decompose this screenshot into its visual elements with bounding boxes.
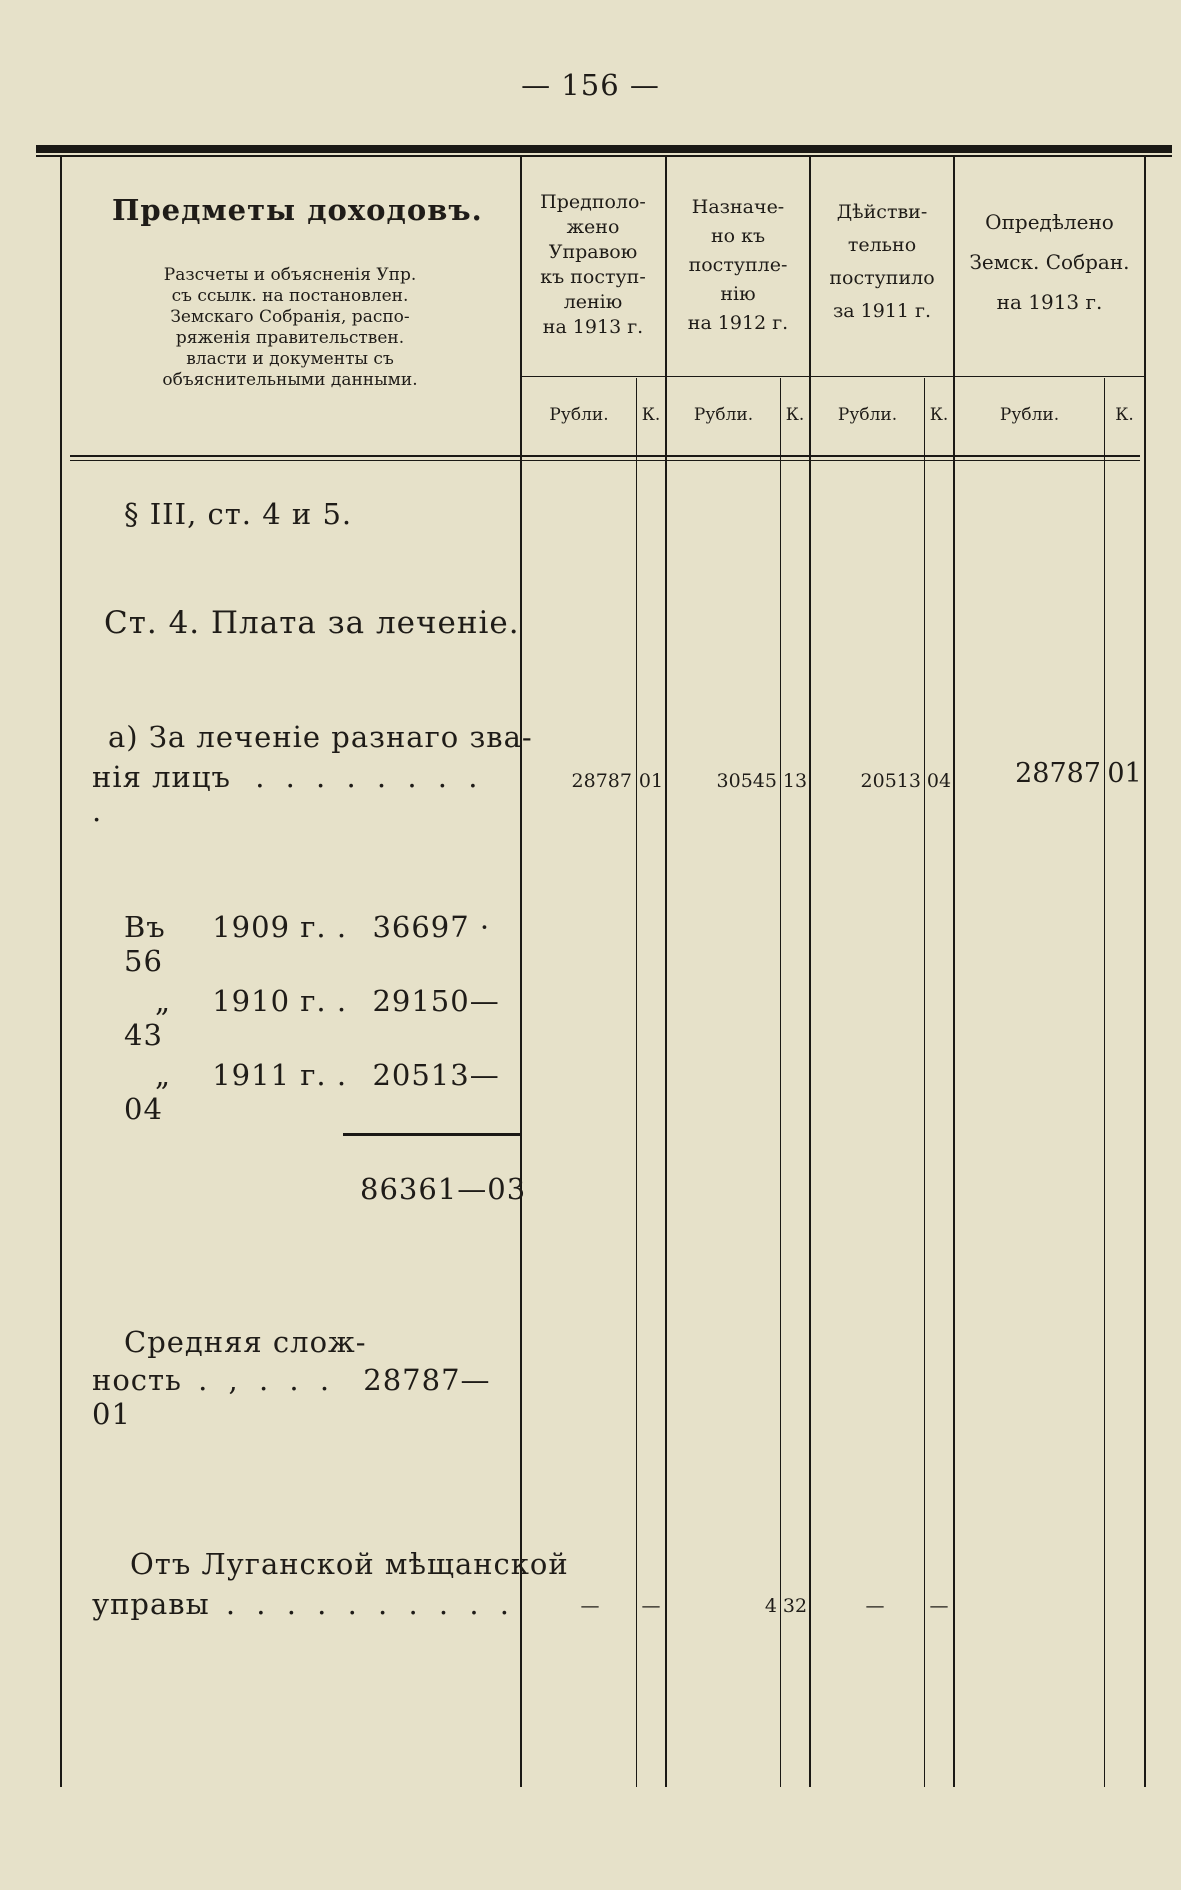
item-a-proposed-kop: 01	[638, 770, 664, 792]
subtitle-line: Земскаго Собранія, распо-	[170, 307, 410, 327]
lugansk-proposed-rubles: —	[580, 1595, 600, 1617]
col1-line: Предполо-	[540, 191, 646, 213]
article-heading: Ст. 4. Плата за леченіе.	[104, 605, 520, 641]
item-a-label: нія лицъ	[92, 760, 231, 794]
col3-line: поступило	[829, 267, 935, 289]
lugansk-line2	[92, 1587, 520, 1621]
lugansk-dots: . . . . . . . . . .	[225, 1587, 516, 1621]
col-divider-c4	[953, 157, 955, 1787]
col2-line: поступле-	[688, 254, 788, 276]
col3-line: Дѣйстви-	[836, 201, 928, 223]
average-line2	[92, 1363, 520, 1431]
header-sub-rule	[520, 376, 1144, 377]
year-label: 1910 г. .	[212, 984, 348, 1018]
col-divider-desc	[520, 157, 522, 1787]
sub-rubles-2: Рубли.	[693, 405, 754, 425]
item-a-actual-kop: 04	[926, 770, 952, 792]
lugansk-assigned-kop: 32	[782, 1595, 808, 1617]
average-label: ность	[92, 1363, 182, 1397]
subtitle-line: власти и документы съ	[186, 349, 394, 369]
col1-line: Управою	[548, 241, 638, 263]
header-subtitle	[90, 265, 490, 391]
year-prefix: „	[154, 1058, 172, 1092]
item-a-determined-kop: 01	[1107, 758, 1142, 789]
section-heading: § III, ст. 4 и 5.	[124, 497, 353, 531]
table-left-border	[60, 157, 62, 1787]
col3-line: тельно	[847, 234, 917, 256]
years-total: 86361—03	[360, 1172, 527, 1206]
sub-kop-2: К.	[785, 405, 805, 425]
col4-line: Земск. Собран.	[969, 250, 1130, 274]
year-label: 1911 г. .	[212, 1058, 348, 1092]
average-dots: . , . . .	[198, 1363, 336, 1397]
col-kop-4	[1104, 378, 1105, 1787]
year-amount: 36697 · 56	[124, 910, 491, 978]
col4-line: на 1913 г.	[996, 290, 1103, 314]
header-col-assigned	[667, 193, 809, 338]
table-right-border	[1144, 157, 1146, 1787]
page-number: — 156 —	[521, 68, 660, 102]
col-kop-1	[636, 378, 637, 1787]
col3-line: за 1911 г.	[832, 300, 932, 322]
col4-line: Опредѣлено	[985, 210, 1114, 234]
year-row	[124, 910, 520, 978]
sub-kop-3: К.	[929, 405, 949, 425]
col2-line: на 1912 г.	[687, 312, 789, 334]
year-prefix: Въ	[124, 910, 166, 944]
item-a-actual-rubles: 20513	[860, 770, 921, 792]
sub-rubles-1: Рубли.	[549, 405, 609, 425]
col1-line: къ поступ-	[540, 266, 646, 288]
year-amount: 29150—43	[124, 984, 500, 1052]
year-amount: 20513—04	[124, 1058, 500, 1126]
item-a-dots: . . . . . . . . .	[92, 760, 484, 828]
col-divider-c3	[809, 157, 811, 1787]
col-kop-3	[924, 378, 925, 1787]
item-a-determined-rubles: 28787	[1015, 758, 1101, 789]
lugansk-line1: Отъ Луганской мѣщанской	[130, 1547, 569, 1581]
lugansk-assigned-rubles: 4	[764, 1595, 777, 1617]
col1-line: на 1913 г.	[542, 316, 644, 338]
subtitle-line: Разсчеты и объясненія Упр.	[163, 265, 417, 285]
col2-line: но къ	[710, 225, 766, 247]
header-col-actual	[811, 196, 953, 328]
header-bottom-rule	[70, 455, 1140, 457]
year-row	[124, 984, 520, 1052]
sub-kop-1: К.	[641, 405, 661, 425]
average-line1: Средняя слож-	[124, 1325, 367, 1359]
subtitle-line: съ ссылк. на постановлен.	[171, 286, 409, 306]
header-col-determined	[955, 202, 1144, 322]
sub-rubles-4: Рубли.	[999, 405, 1060, 425]
header-title: Предметы доходовъ.	[112, 193, 483, 227]
lugansk-label: управы	[92, 1587, 210, 1621]
header-col-proposed	[522, 190, 664, 340]
year-prefix: „	[154, 984, 172, 1018]
top-rule	[36, 145, 1172, 153]
col2-line: Назначе-	[691, 196, 785, 218]
sum-rule	[343, 1133, 520, 1136]
subtitle-line: ряженія правительствен.	[175, 328, 405, 348]
header-bottom-rule-2	[70, 460, 1140, 461]
item-a-assigned-kop: 13	[782, 770, 808, 792]
item-a-proposed-rubles: 28787	[571, 770, 632, 792]
lugansk-actual-kop: —	[929, 1595, 949, 1617]
subtitle-line: объяснительными данными.	[162, 370, 418, 390]
col-kop-2	[780, 378, 781, 1787]
lugansk-proposed-kop: —	[641, 1595, 661, 1617]
col2-line: нію	[720, 283, 756, 305]
col1-line: ленію	[563, 291, 623, 313]
average-value: 28787—01	[92, 1363, 491, 1431]
item-a-line1: а) За леченіе разнаго зва-	[108, 720, 533, 754]
year-label: 1909 г. .	[212, 910, 348, 944]
top-rule-thin	[36, 155, 1172, 157]
col1-line: жено	[566, 216, 620, 238]
item-a-assigned-rubles: 30545	[716, 770, 777, 792]
lugansk-actual-rubles: —	[865, 1595, 885, 1617]
sub-rubles-3: Рубли.	[837, 405, 898, 425]
item-a-line2	[92, 760, 512, 828]
sub-kop-4: К.	[1115, 405, 1134, 425]
col-divider-c2	[665, 157, 667, 1787]
year-row	[124, 1058, 520, 1126]
